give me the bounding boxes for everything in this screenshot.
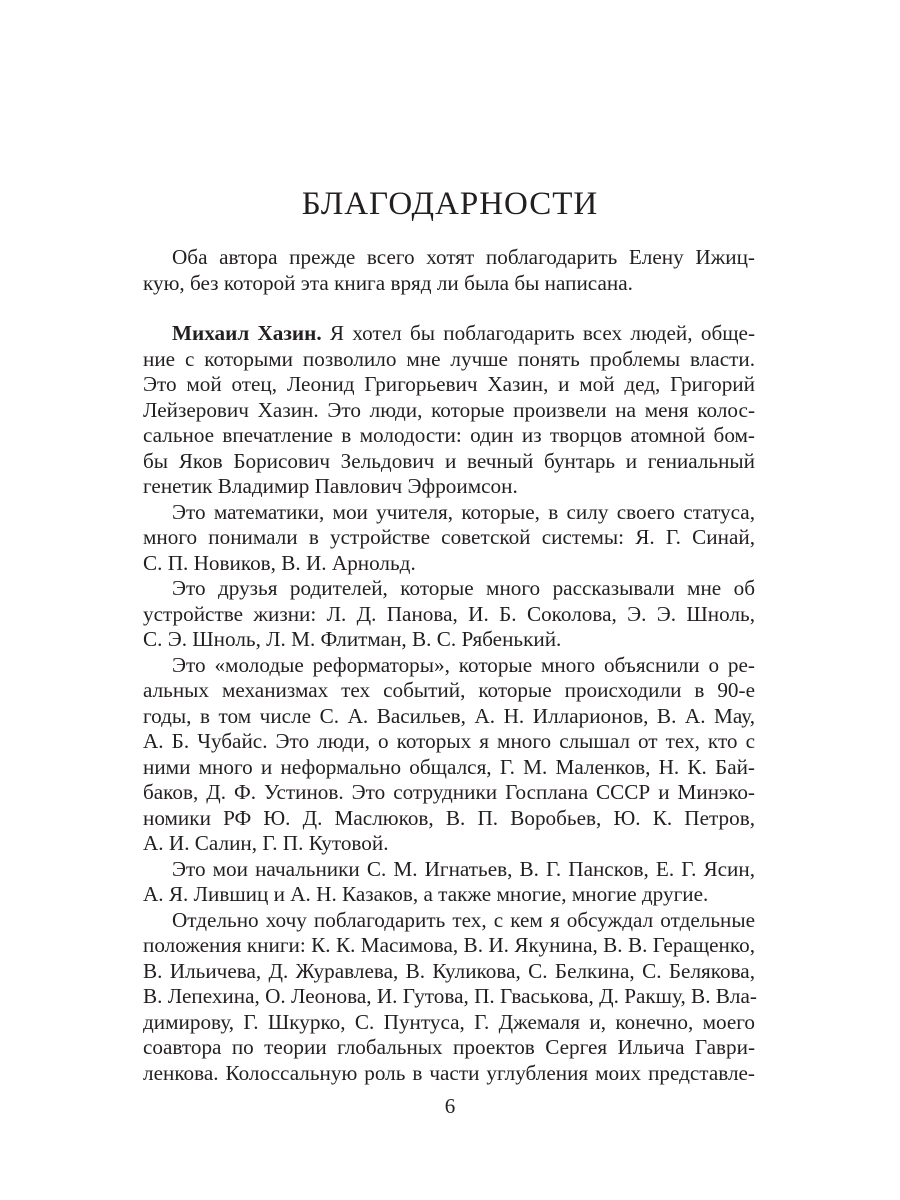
paragraph-discussions (143, 908, 755, 1087)
text-line: В. Лепехина, О. Леонова, И. Гутова, П. Гваськова, Д. Ракшу, В. Вла- (143, 984, 757, 1008)
text-line: бы Яков Борисович Зельдович и вечный бунтарь и гениальный (143, 448, 755, 473)
text-line-rest: Я хотел бы поблагодарить всех людей, обще- (329, 321, 756, 345)
text-line: Отдельно хочу поблагодарить тех, с кем я обсуждал отдельные (172, 907, 755, 932)
text-line: годы, в том числе С. А. Васильев, А. Н. Илларионов, В. А. Мау, (143, 703, 755, 728)
text-line: Оба автора прежде всего хотят поблагодарить Елену Ижиц- (172, 245, 755, 269)
intro-paragraph (143, 245, 755, 296)
text-line: много понимали в устройстве советской системы: Я. Г. Синай, (143, 525, 755, 549)
text-line: ними много и неформально общался, Г. М. Маленков, Н. К. Бай- (143, 754, 755, 779)
text-line: С. П. Новиков, В. И. Арнольд. (143, 550, 416, 575)
text-line: Это математики, мои учителя, которые, в силу своего статуса, (172, 499, 755, 524)
text-line: Это друзья родителей, которые много рассказывали мне об (172, 576, 755, 600)
text-line: положения книги: К. К. Масимова, В. И. Якунина, В. В. Геращенко, (143, 933, 755, 957)
text-line: Это «молодые реформаторы», которые много объяснили о ре- (172, 652, 755, 677)
text-line (143, 321, 755, 347)
text-line: Это мои начальники С. М. Игнатьев, В. Г. Пансков, Е. Г. Ясин, (172, 856, 755, 881)
text-line: димирову, Г. Шкурко, С. Пунтуса, Г. Джемаля и, конечно, моего (143, 1009, 755, 1034)
text-line: С. Э. Шноль, Л. М. Флитман, В. С. Рябенький. (143, 627, 562, 651)
paragraph-khazin (143, 321, 755, 500)
text-line: В. Ильичева, Д. Журавлева, В. Куликова, С. Белкина, С. Белякова, (143, 958, 755, 983)
paragraph-gap (143, 296, 755, 321)
text-line: сальное впечатление в молодости: один из творцов атомной бом- (143, 423, 755, 447)
text-line: А. Б. Чубайс. Это люди, о которых я много слышал от тех, кто с (143, 729, 755, 753)
paragraph-bosses (143, 857, 755, 908)
text-line: устройстве жизни: Л. Д. Панова, И. Б. Соколова, Э. Э. Шноль, (143, 601, 755, 626)
text-line: Это мой отец, Леонид Григорьевич Хазин, и мой дед, Григорий (143, 372, 755, 396)
text-line: баков, Д. Ф. Устинов. Это сотрудники Госплана СССР и Минэко- (143, 780, 755, 804)
text-line: ние с которыми позволило мне лучше понять проблемы власти. (143, 346, 755, 371)
text-line: А. Я. Лившиц и А. Н. Казаков, а также многие, многие другие. (143, 882, 709, 906)
text-line: номики РФ Ю. Д. Маслюков, В. П. Воробьев, Ю. К. Петров, (143, 805, 755, 830)
text-line: кую, без которой эта книга вряд ли была бы написана. (143, 270, 633, 295)
paragraph-mathematicians (143, 500, 755, 577)
text-line: А. И. Салин, Г. П. Кутовой. (143, 831, 389, 855)
text-line: Лейзерович Хазин. Это люди, которые произвели на меня колос- (143, 397, 755, 422)
text-line: соавтора по теории глобальных проектов Сергея Ильича Гаври- (143, 1035, 755, 1059)
text-line: альных механизмах тех событий, которые происходили в 90-е (143, 678, 755, 702)
paragraph-reformers (143, 653, 755, 857)
page-number: 6 (444, 1094, 456, 1118)
text-body (143, 245, 755, 1086)
text-line: генетик Владимир Павлович Эфроимсон. (143, 474, 518, 498)
paragraph-parents-friends (143, 576, 755, 653)
text-line: ленкова. Колоссальную роль в части углубления моих представле- (143, 1060, 755, 1085)
author-name: Михаил Хазин. (172, 321, 322, 345)
page-title: БЛАГОДАРНОСТИ (301, 186, 599, 222)
